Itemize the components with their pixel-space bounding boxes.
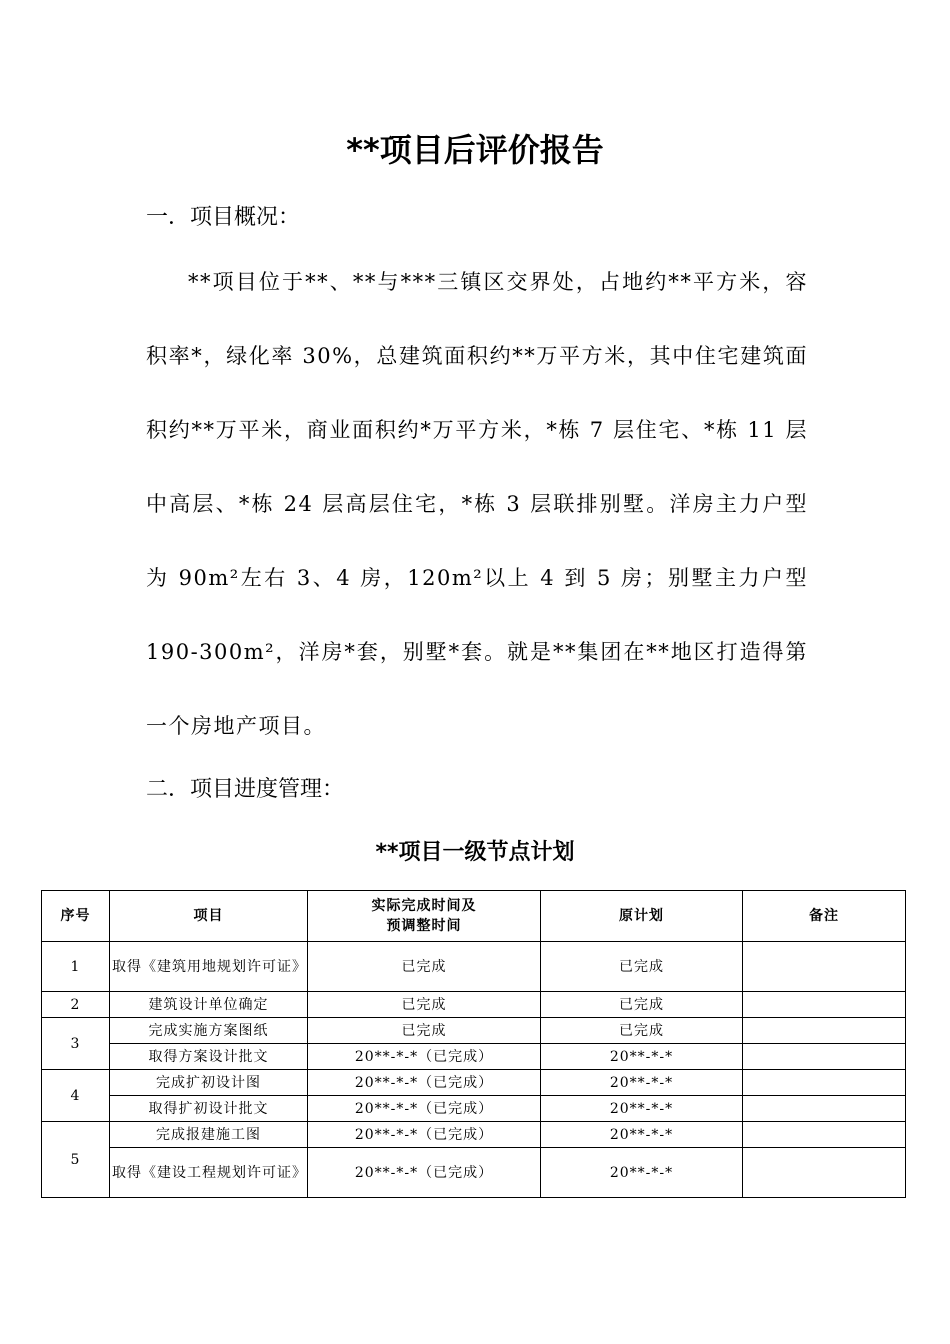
header-actual	[308, 891, 541, 942]
table-row	[42, 1096, 906, 1122]
row-actual: 20**-*-*（已完成）	[308, 1096, 541, 1122]
row-remark	[743, 1044, 906, 1070]
table-row	[42, 992, 906, 1018]
row-plan: 20**-*-*	[541, 1122, 743, 1148]
row-item: 取得扩初设计批文	[110, 1096, 308, 1122]
row-no: 5	[42, 1122, 110, 1198]
row-remark	[743, 1018, 906, 1044]
row-no: 1	[42, 942, 110, 992]
row-no: 4	[42, 1070, 110, 1122]
row-actual: 20**-*-*（已完成）	[308, 1044, 541, 1070]
header-actual-line2: 预调整时间	[386, 918, 462, 934]
row-item: 完成报建施工图	[110, 1122, 308, 1148]
header-actual-line1: 实际完成时间及	[371, 898, 477, 914]
row-plan: 20**-*-*	[541, 1148, 743, 1198]
row-no: 3	[42, 1018, 110, 1070]
row-remark	[743, 1122, 906, 1148]
row-plan: 20**-*-*	[541, 1044, 743, 1070]
milestone-table	[41, 890, 906, 1198]
row-plan: 20**-*-*	[541, 1070, 743, 1096]
table-row	[42, 942, 906, 992]
row-remark	[743, 1096, 906, 1122]
table-row	[42, 1122, 906, 1148]
row-plan: 20**-*-*	[541, 1096, 743, 1122]
row-item: 取得方案设计批文	[110, 1044, 308, 1070]
page-title: **项目后评价报告	[346, 131, 604, 169]
header-item: 项目	[110, 891, 308, 942]
section-heading-schedule: 二．项目进度管理：	[146, 777, 345, 802]
row-no: 2	[42, 992, 110, 1018]
row-actual: 已完成	[308, 1018, 541, 1044]
table-row	[42, 1148, 906, 1198]
table-row	[42, 1044, 906, 1070]
row-item: 完成扩初设计图	[110, 1070, 308, 1096]
row-remark	[743, 942, 906, 992]
row-actual: 已完成	[308, 992, 541, 1018]
row-remark	[743, 1148, 906, 1198]
row-actual: 20**-*-*（已完成）	[308, 1070, 541, 1096]
table-header-row	[42, 891, 906, 942]
row-item: 完成实施方案图纸	[110, 1018, 308, 1044]
row-actual: 已完成	[308, 942, 541, 992]
overview-paragraph: **项目位于**、**与***三镇区交界处，占地约**平方米，容积率*，绿化率 30%，总建筑面积约**万平方米，其中住宅建筑面积约**万平米，商业面积约*万平方米，*栋 7 层住宅、*栋 11 层中高层、*栋 24 层高层住宅，*栋 3 层联排别墅。洋房主力户型为 90m²左右 3、4 房，120m²以上 4 到 5 房；别墅主力户型 190-300m²，洋房*套，别墅*套。就是**集团在**地区打造得第一个房地产项目。	[146, 270, 808, 738]
row-item: 取得《建筑用地规划许可证》	[110, 942, 308, 992]
section-heading-overview: 一．项目概况：	[146, 205, 301, 230]
row-plan: 已完成	[541, 1018, 743, 1044]
row-plan: 已完成	[541, 942, 743, 992]
row-plan: 已完成	[541, 992, 743, 1018]
row-item: 建筑设计单位确定	[110, 992, 308, 1018]
table-row	[42, 1018, 906, 1044]
row-remark	[743, 1070, 906, 1096]
table-row	[42, 1070, 906, 1096]
row-actual: 20**-*-*（已完成）	[308, 1122, 541, 1148]
header-no: 序号	[42, 891, 110, 942]
header-remark: 备注	[743, 891, 906, 942]
row-item: 取得《建设工程规划许可证》	[110, 1148, 308, 1198]
row-remark	[743, 992, 906, 1018]
header-plan: 原计划	[541, 891, 743, 942]
table-caption: **项目一级节点计划	[375, 840, 575, 865]
row-actual: 20**-*-*（已完成）	[308, 1148, 541, 1198]
